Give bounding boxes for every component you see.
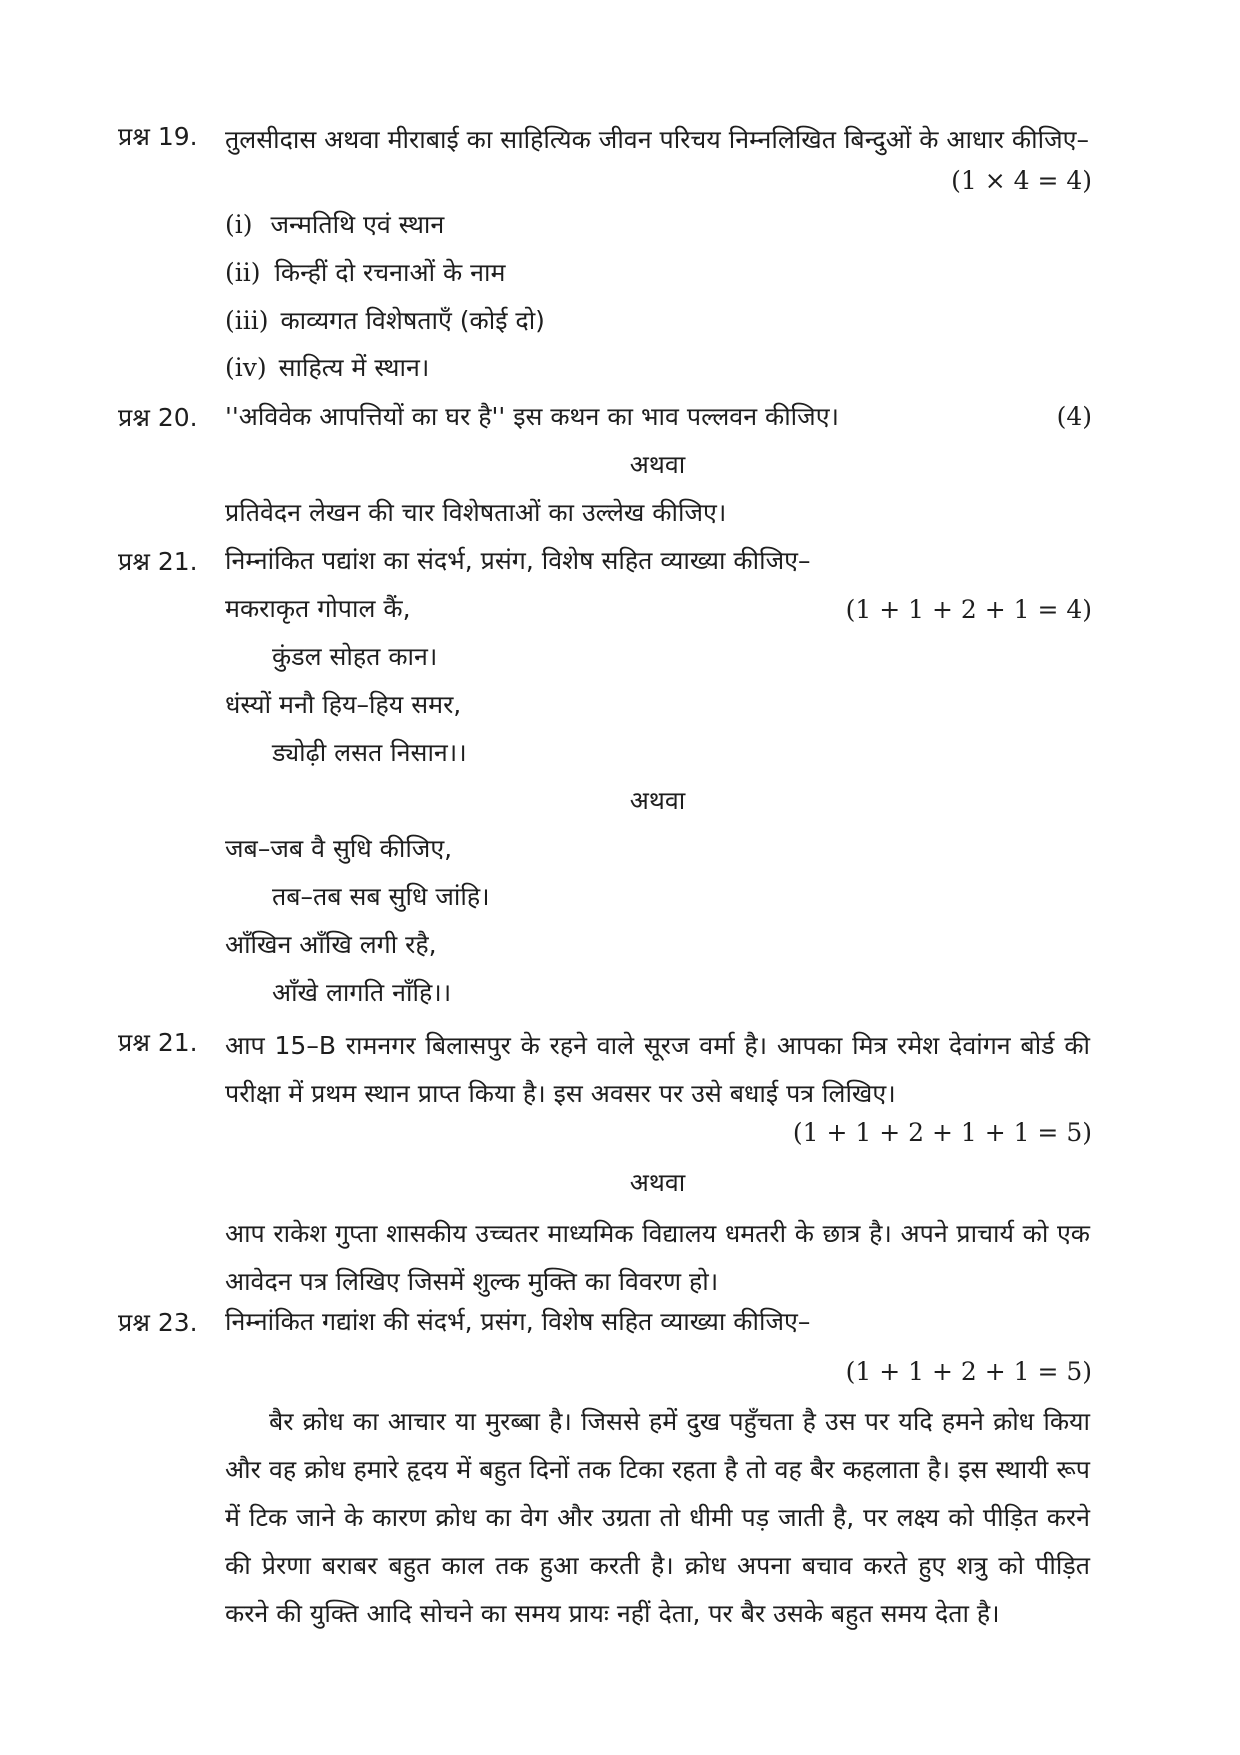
question-20-alternative: प्रतिवेदन लेखन की चार विशेषताओं का उल्लेख कीजिए। (225, 498, 727, 527)
verse-1-line-3: धंस्यों मनौ हिय–हिय समर, (225, 690, 462, 719)
question-21a-text: निम्नांकित पद्यांश का संदर्भ, प्रसंग, विशेष सहित व्याख्या कीजिए– (225, 546, 811, 575)
question-23-marks: (1 + 1 + 2 + 1 = 5) (845, 1357, 1092, 1386)
question-21b-or: अथवा (629, 1168, 686, 1197)
question-20-number: प्रश्न 20. (118, 403, 198, 432)
question-20-or: अथवा (629, 450, 686, 479)
q19-point-4-label: (iv) (225, 353, 267, 382)
question-21a-number: प्रश्न 21. (118, 547, 198, 576)
q19-point-2 (225, 258, 505, 288)
q19-point-4 (225, 353, 429, 383)
question-19-number: प्रश्न 19. (118, 122, 198, 151)
q19-point-1-label: (i) (225, 210, 253, 239)
q19-point-1-text: जन्मतिथि एवं स्थान (270, 210, 445, 239)
question-21a-marks: (1 + 1 + 2 + 1 = 4) (845, 595, 1092, 624)
verse-2-line-1: जब–जब वै सुधि कीजिए, (225, 834, 453, 863)
question-21b-number: प्रश्न 21. (118, 1028, 198, 1057)
q19-point-3 (225, 306, 545, 336)
question-19-marks: (1 × 4 = 4) (951, 166, 1092, 195)
question-23-text: निम्नांकित गद्यांश की संदर्भ, प्रसंग, विशेष सहित व्याख्या कीजिए– (225, 1307, 811, 1336)
verse-1-line-2: कुंडल सोहत कान। (272, 642, 438, 671)
question-21b-alternative: आप राकेश गुप्ता शासकीय उच्चतर माध्यमिक विद्यालय धमतरी के छात्र है। अपने प्राचार्य को एक आवेदन पत्र लिखिए जिसमें शुल्क मुक्ति का विवरण हो। (225, 1219, 1090, 1296)
q19-point-2-label: (ii) (225, 258, 261, 287)
verse-2-line-3: आँखिन आँखि लगी रहै, (225, 930, 437, 959)
verse-2-line-4: आँखे लागति नाँहि।। (272, 978, 452, 1007)
question-23-number: प्रश्न 23. (118, 1308, 198, 1337)
q19-point-1 (225, 210, 444, 240)
verse-2-line-2: तब–तब सब सुधि जांहि। (272, 882, 490, 911)
q19-point-4-text: साहित्य में स्थान। (278, 353, 430, 382)
question-20-marks: (4) (1056, 402, 1092, 431)
verse-1-line-1: मकराकृत गोपाल कैं, (225, 594, 411, 623)
question-19-text: तुलसीदास अथवा मीराबाई का साहित्यिक जीवन परिचय निम्नलिखित बिन्दुओं के आधार कीजिए– (225, 125, 1089, 154)
verse-1-line-4: ड्योढ़ी लसत निसान।। (272, 738, 467, 767)
q19-point-3-text: काव्यगत विशेषताएँ (कोई दो) (280, 306, 545, 335)
question-20-text: ''अविवेक आपत्तियों का घर है'' इस कथन का भाव पल्लवन कीजिए। (225, 402, 840, 431)
question-21b-marks: (1 + 1 + 2 + 1 + 1 = 5) (792, 1118, 1092, 1147)
question-21b-text: आप 15–B रामनगर बिलासपुर के रहने वाले सूरज वर्मा है। आपका मित्र रमेश देवांगन बोर्ड की परीक्षा में प्रथम स्थान प्राप्त किया है। इस अवसर पर उसे बधाई पत्र लिखिए। (225, 1031, 1090, 1108)
q19-point-2-text: किन्हीं दो रचनाओं के नाम (274, 258, 506, 287)
question-21a-or: अथवा (629, 786, 686, 815)
question-23-passage: बैर क्रोध का आचार या मुरब्बा है। जिससे हमें दुख पहुँचता है उस पर यदि हमने क्रोध किया और वह क्रोध हमारे हृदय में बहुत दिनों तक टिका रहता है तो वह बैर कहलाता है। इस स्थायी रूप में टिक जाने के कारण क्रोध का वेग और उग्रता तो धीमी पड़ जाती है, पर लक्ष्य को पीड़ित करने की प्रेरणा बराबर बहुत काल तक हुआ करती है। क्रोध अपना बचाव करते हुए शत्रु को पीड़ित करने की युक्ति आदि सोचने का समय प्रायः नहीं देता, पर बैर उसके बहुत समय देता है। (225, 1407, 1090, 1628)
q19-point-3-label: (iii) (225, 306, 269, 335)
